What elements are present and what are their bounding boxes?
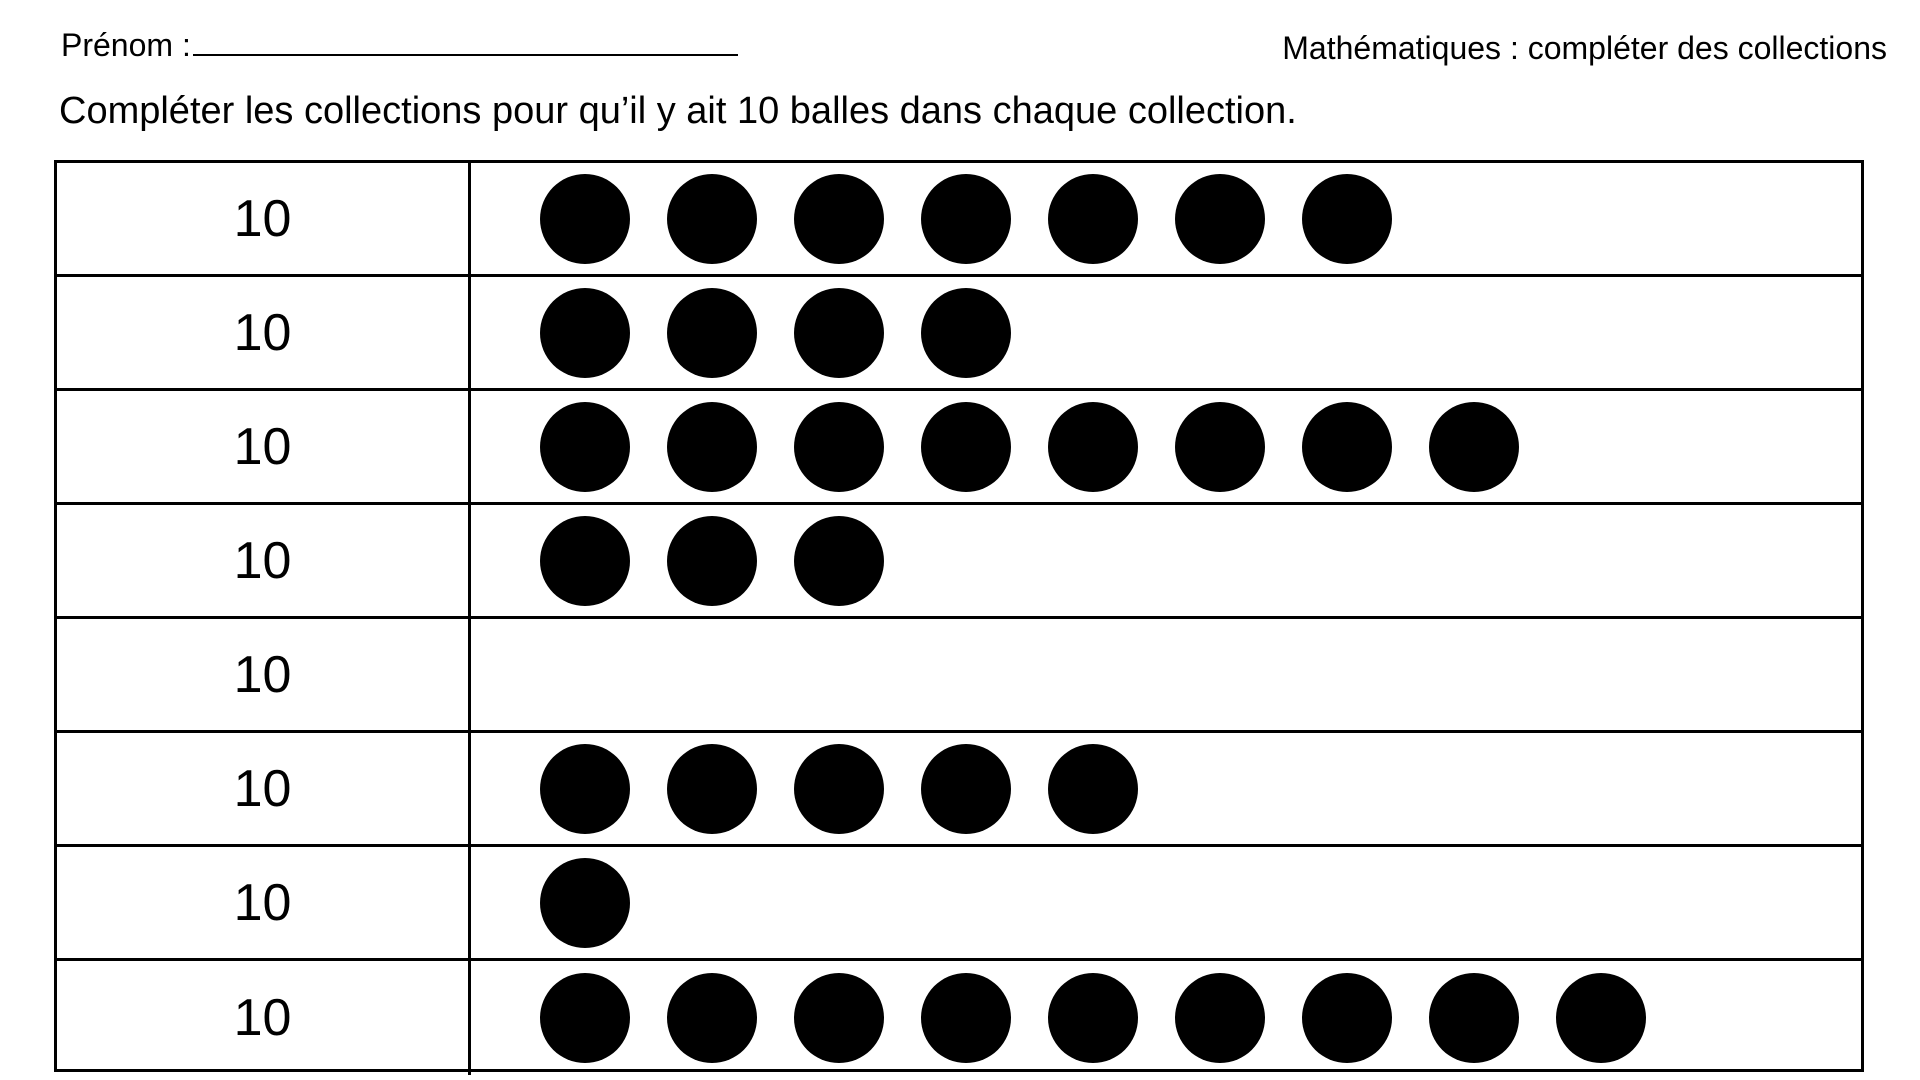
subject-title: Mathématiques : compléter des collections [1282,30,1887,66]
name-label: Prénom : [61,27,191,63]
ball [540,174,630,264]
collection-row [57,163,1861,277]
ball [1429,973,1519,1063]
ball [1048,744,1138,834]
ball [921,402,1011,492]
instruction-text: Compléter les collections pour qu’il y ait 10 balles dans chaque collection. [59,90,1297,132]
name-field [61,24,738,65]
ball [794,973,884,1063]
ball [540,973,630,1063]
ball [921,288,1011,378]
ball [794,516,884,606]
ball [667,288,757,378]
collection-row [57,733,1861,847]
balls-cell[interactable] [471,505,1861,616]
ball [540,744,630,834]
collections-table [54,160,1864,1072]
ball [667,516,757,606]
balls-cell[interactable] [471,961,1861,1075]
balls-cell[interactable] [471,277,1861,388]
ball [921,744,1011,834]
collection-row [57,619,1861,733]
collection-row [57,391,1861,505]
collection-row [57,847,1861,961]
ball [540,402,630,492]
ball [1429,402,1519,492]
target-number: 10 [57,619,471,730]
ball [1048,174,1138,264]
ball [1175,402,1265,492]
target-number: 10 [57,847,471,958]
target-number: 10 [57,505,471,616]
balls-cell[interactable] [471,163,1861,274]
ball [794,288,884,378]
target-number: 10 [57,277,471,388]
ball [540,288,630,378]
ball [1556,973,1646,1063]
ball [540,858,630,948]
collection-row [57,505,1861,619]
ball [540,516,630,606]
ball [794,744,884,834]
ball [794,402,884,492]
target-number: 10 [57,391,471,502]
balls-cell[interactable] [471,733,1861,844]
target-number: 10 [57,733,471,844]
target-number: 10 [57,961,471,1075]
ball [667,402,757,492]
balls-cell[interactable] [471,847,1861,958]
collection-row [57,277,1861,391]
ball [1175,973,1265,1063]
ball [667,744,757,834]
ball [667,973,757,1063]
ball [921,174,1011,264]
ball [1302,973,1392,1063]
ball [794,174,884,264]
balls-cell[interactable] [471,391,1861,502]
target-number: 10 [57,163,471,274]
ball [1048,402,1138,492]
ball [921,973,1011,1063]
ball [667,174,757,264]
balls-cell[interactable] [471,619,1861,730]
ball [1048,973,1138,1063]
ball [1175,174,1265,264]
collection-row [57,961,1861,1075]
name-blank-line[interactable] [193,24,738,56]
ball [1302,402,1392,492]
ball [1302,174,1392,264]
